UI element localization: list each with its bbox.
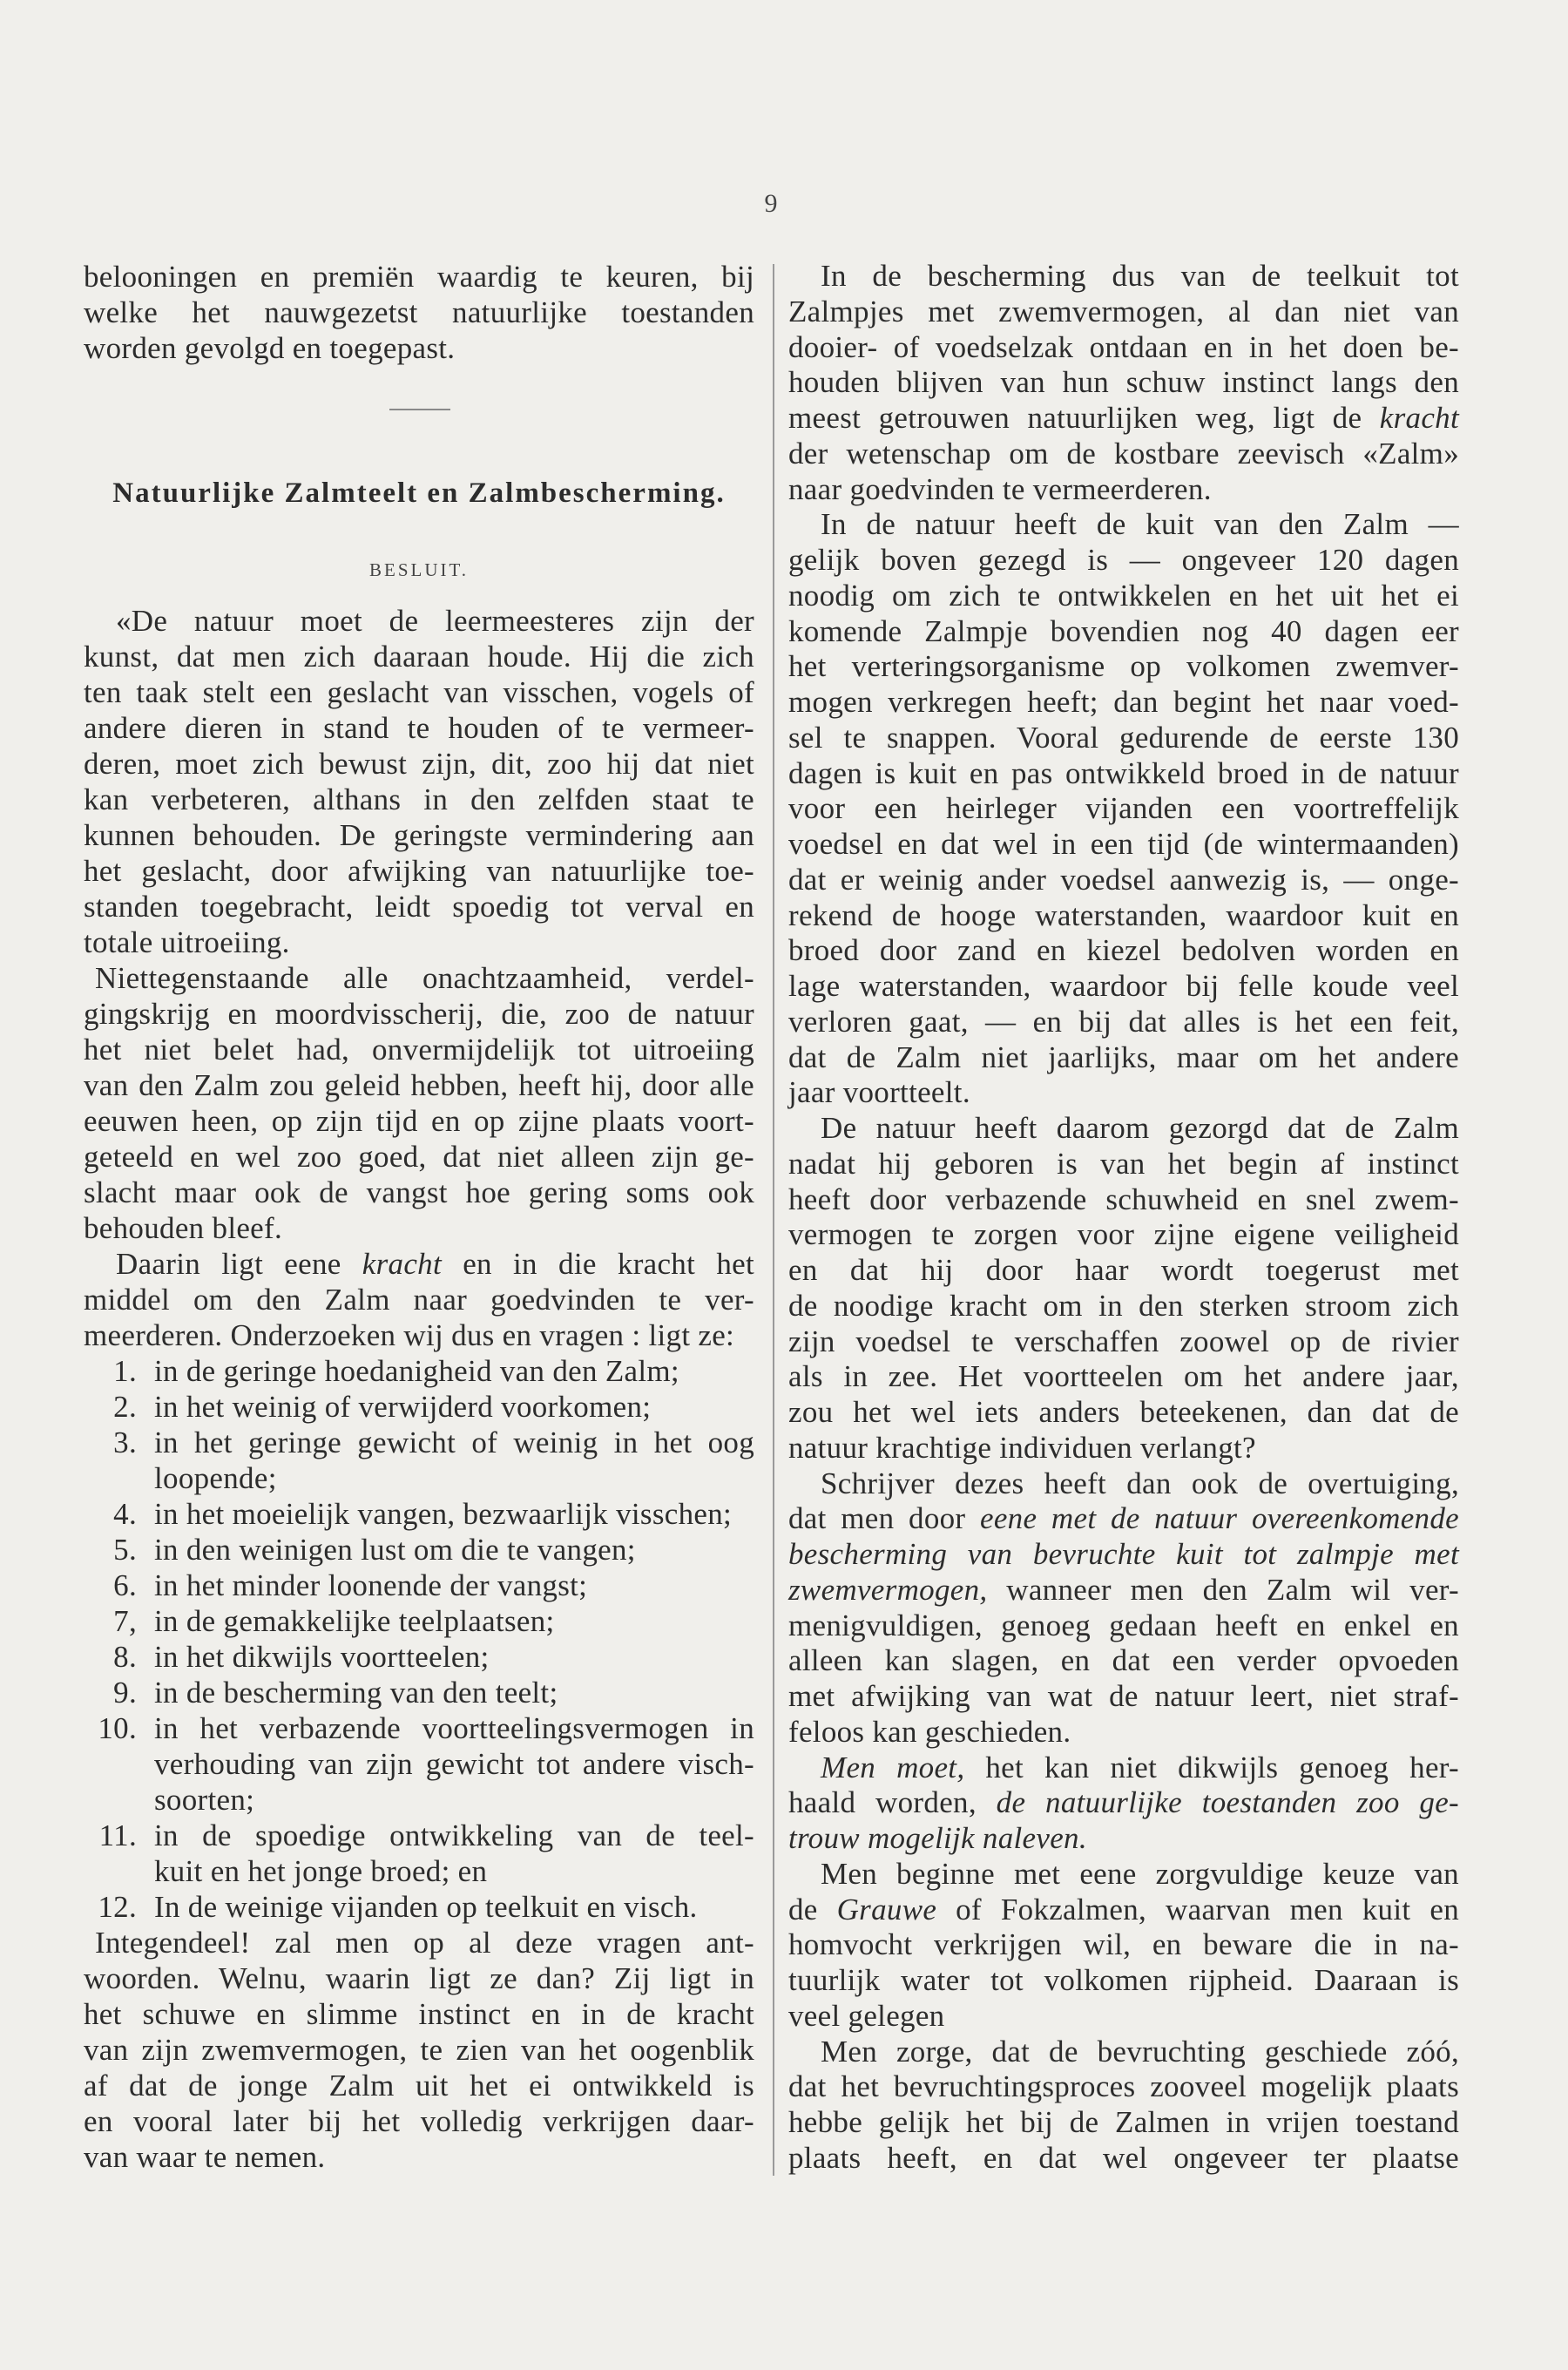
text-segment: en in die kracht het xyxy=(442,1247,754,1281)
paragraphs-after-list xyxy=(84,1925,754,2175)
text-line: in het geringe gewicht of weinig in het oog xyxy=(154,1425,754,1459)
text-line: van waar te nemen. xyxy=(84,2140,326,2174)
text-line xyxy=(788,1785,1459,1821)
text-line: Men beginne met eene zorgvuldige keuze van xyxy=(821,1856,1459,1891)
text-line: lage waterstanden, waardoor bij felle koude veel xyxy=(788,969,1459,1003)
text-line: behouden bleef. xyxy=(84,1211,283,1245)
text-line: Integendeel! zal men op al deze vragen ant- xyxy=(95,1926,754,1960)
italic-text: zwemvermogen, xyxy=(788,1572,988,1607)
text-line: voedsel en dat wel in een tijd (de wintermaanden) xyxy=(788,827,1459,861)
italic-text: de natuurlijke toestanden zoo ge- xyxy=(996,1785,1459,1820)
list-item xyxy=(84,1532,754,1568)
list-item xyxy=(84,1353,754,1389)
list-number: 9. xyxy=(113,1676,137,1710)
list-item xyxy=(84,1425,754,1496)
numbered-list xyxy=(84,1353,754,1925)
paragraphs-before-list xyxy=(84,603,754,1353)
italic-text: kracht xyxy=(1379,401,1459,435)
text-line: veel gelegen xyxy=(788,1998,945,2033)
text-line: der wetenschap om de kostbare zeevisch «Zalm» xyxy=(788,436,1459,471)
list-number: 6. xyxy=(113,1568,137,1602)
text-line: mogen verkregen heeft; dan begint het naar voed- xyxy=(788,685,1459,719)
list-number: 12. xyxy=(98,1890,137,1924)
paragraph xyxy=(788,2035,1459,2177)
text-line: In de weinige vijanden op teelkuit en visch. xyxy=(154,1890,698,1924)
text-line: welke het nauwgezetst natuurlijke toestanden xyxy=(84,295,754,329)
right-column xyxy=(788,259,1459,2177)
text-line: het verteringsorganisme op volkomen zwemver- xyxy=(788,649,1459,684)
italic-text: Men moet, xyxy=(821,1750,965,1784)
text-line: deren, moet zich bewust zijn, dit, zoo hij dat niet xyxy=(84,747,754,781)
text-line xyxy=(788,1573,1459,1608)
text-line: In de natuur heeft de kuit van den Zalm — xyxy=(821,507,1459,542)
text-line: Niettegenstaande alle onachtzaamheid, verdel- xyxy=(95,961,754,995)
text-line: kunnen behouden. De geringste vermindering aan xyxy=(84,818,754,852)
text-line: van zijn zwemvermogen, te zien van het oogenblik xyxy=(84,2033,754,2067)
text-line: zou het wel iets anders beteekenen, dan dat de xyxy=(788,1395,1459,1429)
text-line: homvocht verkrijgen wil, en beware die in na- xyxy=(788,1927,1459,1962)
text-line: natuur krachtige individuen verlangt? xyxy=(788,1430,1256,1465)
text-line: zijn voedsel te verschaffen zoowel op de rivier xyxy=(788,1324,1459,1358)
text-line: gelijk boven gezegd is — ongeveer 120 dagen xyxy=(788,543,1459,577)
text-line: in het weinig of verwijderd voorkomen; xyxy=(154,1390,652,1424)
text-line xyxy=(788,1501,1459,1537)
text-line: plaats heeft, en dat wel ongeveer ter plaatse xyxy=(788,2140,1459,2175)
list-number: 1. xyxy=(113,1354,137,1388)
list-item xyxy=(84,1710,754,1818)
list-number: 3. xyxy=(113,1425,137,1459)
text-line: in den weinigen lust om die te vangen; xyxy=(154,1533,636,1567)
text-line: worden gevolgd en toegepast. xyxy=(84,331,456,365)
list-number: 7, xyxy=(113,1604,137,1638)
text-segment: haald worden, xyxy=(788,1785,997,1820)
paragraph xyxy=(84,1925,754,2175)
text-line: dagen is kuit en pas ontwikkeld broed in de natuur xyxy=(788,755,1459,790)
text-line: eeuwen heen, op zijn tijd en op zijne plaats voort- xyxy=(84,1104,754,1138)
paragraph xyxy=(84,1246,754,1353)
section-rule xyxy=(389,409,450,410)
text-line: menigvuldigen, genoeg gedaan heeft en enkel en xyxy=(788,1608,1459,1642)
text-line: middel om den Zalm naar goedvinden te ver- xyxy=(84,1283,754,1317)
italic-text: bescherming van bevruchte kuit tot zalmpje met xyxy=(788,1537,1459,1571)
text-line: het schuwe en slimme instinct en in de kracht xyxy=(84,1997,754,2031)
text-line: het geslacht, door afwijking van natuurlijke toe- xyxy=(84,854,754,888)
list-item xyxy=(84,1889,754,1925)
list-number: 8. xyxy=(113,1640,137,1674)
text-line: kan verbeteren, althans in den zelfden staat te xyxy=(84,782,754,816)
text-segment: de xyxy=(788,1892,837,1926)
text-line: en dat hij door haar wordt toegerust met xyxy=(788,1253,1459,1287)
text-line: in het dikwijls voortteelen; xyxy=(154,1640,490,1674)
text-line: loopende; xyxy=(154,1461,277,1495)
text-line: feloos kan geschieden. xyxy=(788,1714,1071,1749)
text-line xyxy=(788,401,1459,437)
text-line: voor een heirleger vijanden een voortreffelijk xyxy=(788,791,1459,826)
text-line: dooier- of voedselzak ontdaan en in het doen be- xyxy=(788,329,1459,364)
text-line: jaar voortteelt. xyxy=(788,1075,970,1110)
paragraph xyxy=(84,960,754,1246)
text-line xyxy=(788,1821,1459,1857)
column-divider xyxy=(773,264,774,2176)
text-line: in de spoedige ontwikkeling van de teel- xyxy=(154,1818,754,1852)
text-line xyxy=(788,1893,1459,1928)
text-line: in het moeielijk vangen, bezwaarlijk visschen; xyxy=(154,1497,733,1531)
text-line: komende Zalmpje bovendien nog 40 dagen eer xyxy=(788,613,1459,648)
text-line: broed door zand en kiezel bedolven worden en xyxy=(788,933,1459,968)
continued-paragraph xyxy=(84,259,754,366)
list-item xyxy=(84,1568,754,1603)
text-line: kuit en het jonge broed; en xyxy=(154,1854,488,1888)
text-line: De natuur heeft daarom gezorgd dat de Zalm xyxy=(821,1111,1459,1145)
section-heading: Natuurlijke Zalmteelt en Zalmbescherming. xyxy=(112,477,726,509)
text-line: tuurlijk water tot volkomen rijpheid. Daaraan is xyxy=(788,1963,1459,1997)
text-segment: het kan niet dikwijls genoeg her- xyxy=(964,1750,1459,1784)
text-line: Schrijver dezes heeft dan ook de overtuiging, xyxy=(821,1466,1459,1500)
text-segment: of Fokzalmen, waarvan men kuit en xyxy=(936,1892,1459,1926)
text-line: Zalmpjes met zwemvermogen, al dan niet van xyxy=(788,294,1459,328)
italic-text: eene met de natuur overeenkomende xyxy=(980,1501,1459,1536)
list-item xyxy=(84,1389,754,1425)
text-line: andere dieren in stand te houden of te vermeer- xyxy=(84,711,754,745)
text-line: gingskrijg en moordvisscherij, die, zoo de natuur xyxy=(84,997,754,1031)
section-subheading: BESLUIT. xyxy=(368,559,470,580)
text-line: in de gemakkelijke teelplaatsen; xyxy=(154,1604,555,1638)
text-line: alleen kan slagen, en dat een verder opvoeden xyxy=(788,1643,1459,1678)
text-line: hebbe gelijk het bij de Zalmen in vrijen toestand xyxy=(788,2105,1459,2139)
paragraph xyxy=(788,507,1459,1111)
text-line: rekend de hooge waterstanden, waardoor kuit en xyxy=(788,897,1459,932)
italic-text: kracht xyxy=(362,1247,442,1281)
text-line: meerderen. Onderzoeken wij dus en vragen : ligt ze: xyxy=(84,1318,735,1352)
paragraph xyxy=(84,259,754,366)
text-line: kunst, dat men zich daaraan houde. Hij die zich xyxy=(84,640,754,674)
italic-text: Grauwe xyxy=(836,1892,937,1926)
text-line: verhouding van zijn gewicht tot andere visch- xyxy=(154,1747,754,1781)
text-line: af dat de jonge Zalm uit het ei ontwikkeld is xyxy=(84,2069,754,2103)
list-item xyxy=(84,1675,754,1710)
text-line: met afwijking van wat de natuur leert, niet straf- xyxy=(788,1679,1459,1713)
list-number: 10. xyxy=(98,1711,137,1745)
list-number: 4. xyxy=(113,1497,137,1531)
text-line: in het verbazende voortteelingsvermogen in xyxy=(154,1711,754,1745)
text-line: soorten; xyxy=(154,1783,255,1817)
left-column xyxy=(84,603,754,2175)
list-number: 2. xyxy=(113,1390,137,1424)
text-line: totale uitroeiing. xyxy=(84,925,290,959)
text-line: naar goedvinden te vermeerderen. xyxy=(788,471,1212,506)
paragraph xyxy=(788,259,1459,507)
page-number: 9 xyxy=(764,189,778,218)
text-line: van den Zalm zou geleid hebben, heeft hij, door alle xyxy=(84,1068,754,1102)
list-item xyxy=(84,1639,754,1675)
text-segment: meest getrouwen natuurlijken weg, ligt de xyxy=(788,401,1380,435)
text-line: en vooral later bij het volledig verkrijgen daar- xyxy=(84,2104,754,2138)
list-item xyxy=(84,1818,754,1889)
text-line: sel te snappen. Vooral gedurende de eerste 130 xyxy=(788,720,1459,755)
paragraph xyxy=(788,1466,1459,1750)
text-line: standen toegebracht, leidt spoedig tot verval en xyxy=(84,890,754,924)
text-line: als in zee. Het voortteelen om het andere jaar, xyxy=(788,1359,1459,1394)
text-line xyxy=(788,1750,1459,1786)
text-line: in de geringe hoedanigheid van den Zalm; xyxy=(154,1354,679,1388)
text-line: verloren gaat, — en bij dat alles is het een feit, xyxy=(788,1004,1459,1039)
italic-text: trouw mogelijk naleven. xyxy=(788,1821,1087,1855)
text-segment: wanneer men den Zalm wil ver- xyxy=(987,1572,1459,1607)
text-line: In de bescherming dus van de teelkuit tot xyxy=(821,259,1459,293)
list-number: 11. xyxy=(98,1818,137,1852)
text-line xyxy=(788,1537,1459,1573)
text-line: in het minder loonende der vangst; xyxy=(154,1568,588,1602)
text-line xyxy=(84,1246,754,1282)
text-line: dat de Zalm niet jaarlijks, maar om het andere xyxy=(788,1039,1459,1074)
text-line: heeft door verbazende schuwheid en snel zwem- xyxy=(788,1182,1459,1216)
text-line: Men zorge, dat de bevruchting geschiede zóó, xyxy=(821,2034,1459,2069)
paragraph xyxy=(84,603,754,960)
list-item xyxy=(84,1496,754,1532)
text-line: geteeld en wel zoo goed, dat niet alleen zijn ge- xyxy=(84,1140,754,1174)
text-line: in de bescherming van den teelt; xyxy=(154,1676,558,1710)
paragraph xyxy=(788,1111,1459,1466)
text-line: woorden. Welnu, waarin ligt ze dan? Zij ligt in xyxy=(84,1961,754,1995)
text-line: ten taak stelt een geslacht van visschen, vogels of xyxy=(84,675,754,709)
text-line: vermogen te zorgen voor zijne eigene veiligheid xyxy=(788,1217,1459,1252)
text-segment: dat men door xyxy=(788,1501,980,1536)
text-line: dat het bevruchtingsproces zooveel mogelijk plaats xyxy=(788,2069,1459,2104)
text-line: het niet belet had, onvermijdelijk tot uitroeiing xyxy=(84,1033,754,1066)
text-line: belooningen en premiën waardig te keuren, bij xyxy=(84,260,754,294)
text-line: dat er weinig ander voedsel aanwezig is, — onge- xyxy=(788,862,1459,897)
text-segment: Daarin ligt eene xyxy=(116,1247,362,1281)
text-line: nadat hij geboren is van het begin af instinct xyxy=(788,1146,1459,1181)
text-line: slacht maar ook de vangst hoe gering soms ook xyxy=(84,1175,754,1209)
list-number: 5. xyxy=(113,1533,137,1567)
text-line: «De natuur moet de leermeesteres zijn der xyxy=(116,604,754,638)
paragraph xyxy=(788,1750,1459,1857)
list-item xyxy=(84,1603,754,1639)
text-line: houden blijven van hun schuw instinct langs den xyxy=(788,365,1459,400)
text-line: noodig om zich te ontwikkelen en het uit het ei xyxy=(788,578,1459,613)
paragraph xyxy=(788,1857,1459,2035)
text-line: de noodige kracht om in den sterken stroom zich xyxy=(788,1288,1459,1323)
